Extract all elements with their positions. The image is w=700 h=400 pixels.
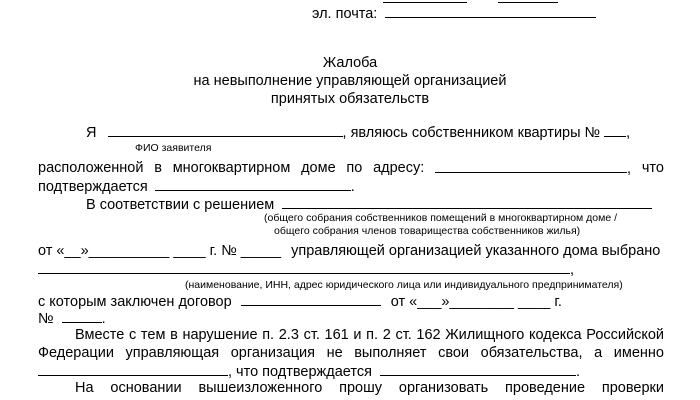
email-row xyxy=(312,5,596,23)
confirm-doc-field xyxy=(155,178,351,191)
meeting-hint-1: (общего собрания собственников помещений в многоквартирном доме / xyxy=(264,212,618,224)
title-line3: принятых обязательств xyxy=(270,91,430,107)
ya-text: Я xyxy=(86,125,97,141)
date-row: от «__»__________ ____ г. № _____ управляющей организацией указанного дома выбрано xyxy=(38,243,661,259)
violation-row-3: , что подтверждается . xyxy=(38,363,580,381)
title-line2: на невыполнение управляющей организацией xyxy=(193,73,507,89)
org-field xyxy=(38,261,570,274)
violation-field xyxy=(38,363,228,376)
email-field xyxy=(385,5,596,18)
fio-hint: ФИО заявителя xyxy=(135,142,212,154)
basis-row: На основании вышеизложенного прошу организовать проведение проверки xyxy=(75,380,664,396)
fio-field xyxy=(108,124,343,137)
meeting-hint-2: общего собрания членов товарищества собственников жилья) xyxy=(274,225,581,237)
address-field xyxy=(435,160,627,173)
violation-confirm-field xyxy=(380,363,576,376)
decision-row: В соответствии с решением xyxy=(86,196,652,214)
org-row: , xyxy=(38,261,574,279)
apartment-number-field xyxy=(604,124,626,137)
decision-field xyxy=(282,196,652,209)
address-row: расположенной в многоквартирном доме по адресу: , что xyxy=(38,160,664,177)
contract-number-field xyxy=(62,310,102,323)
title-line1: Жалоба xyxy=(322,55,378,71)
violation-row-1: Вместе с тем в нарушение п. 2.3 ст. 161 и п. 2 ст. 162 Жилищного кодекса Российской xyxy=(75,327,664,343)
confirm-row: подтверждается . xyxy=(38,179,355,195)
contract-row: с которым заключен договор от «___»________ ____ г. xyxy=(38,294,562,310)
org-hint: (наименование, ИНН, адрес юридического лица или индивидуального предпринимателя) xyxy=(185,279,623,291)
violation-row-2: Федерации управляющая организация не выполняет свои обязательства, а именно xyxy=(38,345,664,361)
email-label: эл. почта: xyxy=(312,6,378,22)
contract-number-row: № . xyxy=(38,311,106,327)
contract-field xyxy=(241,293,381,306)
applicant-row: Я , являюсь собственником квартиры № , xyxy=(86,125,631,141)
owner-text: , являюсь собственником квартиры № xyxy=(342,125,601,141)
